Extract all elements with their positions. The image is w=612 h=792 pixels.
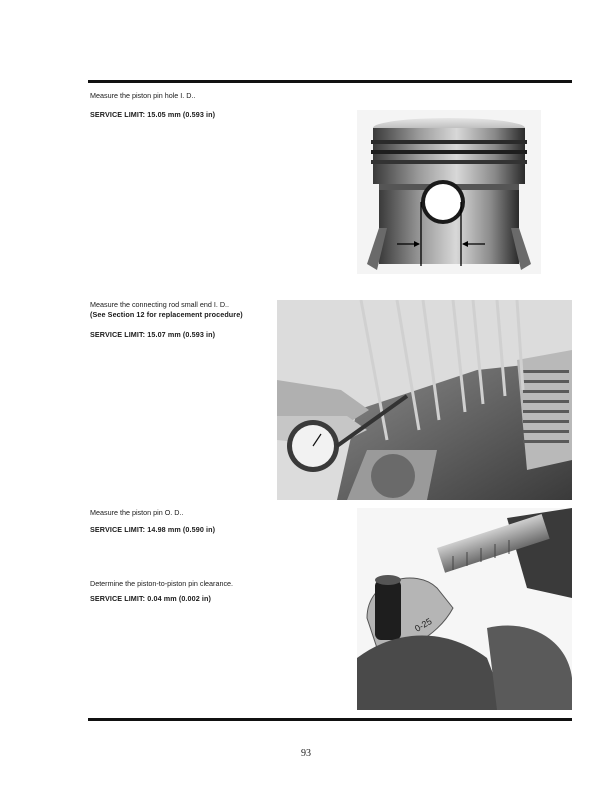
bottom-rule xyxy=(88,718,572,721)
top-rule xyxy=(88,80,572,83)
replacement-procedure-note: (See Section 12 for replacement procedure) xyxy=(90,310,243,319)
piston-photo xyxy=(357,110,541,274)
connecting-rod-service-limit: SERVICE LIMIT: 15.07 mm (0.593 in) xyxy=(90,330,216,339)
bore-gauge-photo xyxy=(277,300,572,500)
piston-pin-hole-instruction: Measure the piston pin hole I. D.. xyxy=(90,91,196,100)
piston-pin-hole-service-limit: SERVICE LIMIT: 15.05 mm (0.593 in) xyxy=(90,110,216,119)
piston-pin-od-service-limit: SERVICE LIMIT: 14.98 mm (0.590 in) xyxy=(90,525,216,534)
piston-pin-od-instruction: Measure the piston pin O. D.. xyxy=(90,508,184,517)
connecting-rod-instruction: Measure the connecting rod small end I. D.. xyxy=(90,300,230,309)
page-number: 93 xyxy=(301,748,311,759)
micrometer-marking: 0-25 xyxy=(413,616,434,634)
clearance-instruction: Determine the piston-to-piston pin clearance. xyxy=(90,579,234,588)
micrometer-photo xyxy=(357,508,572,710)
clearance-service-limit: SERVICE LIMIT: 0.04 mm (0.002 in) xyxy=(90,594,211,603)
